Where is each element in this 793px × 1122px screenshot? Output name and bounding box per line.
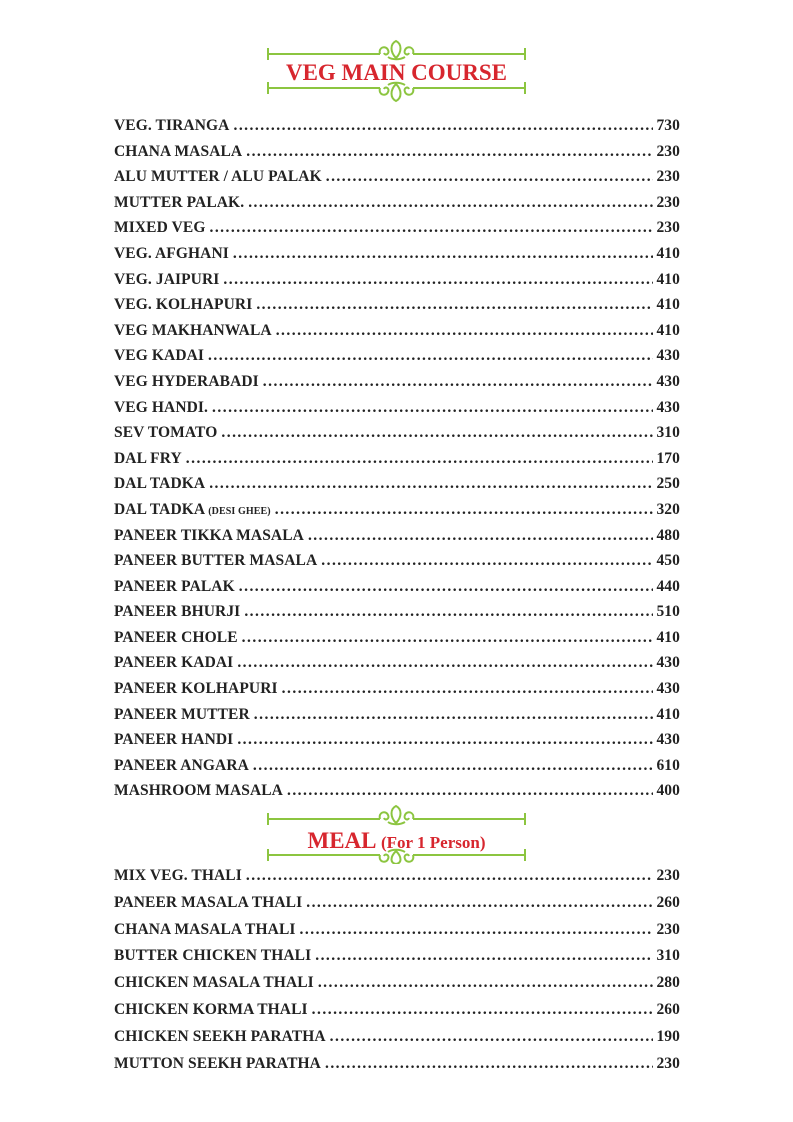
menu-item [114, 399, 680, 425]
item-name-text: PANEER PALAK [114, 577, 235, 595]
item-price: 610 [656, 756, 680, 774]
item-name-text: CHICKEN MASALA THALI [114, 974, 314, 992]
item-name [114, 271, 223, 289]
item-name [114, 974, 318, 992]
item-name [114, 757, 253, 775]
item-price: 410 [656, 705, 680, 723]
dot-leader [275, 501, 654, 519]
dot-leader [233, 117, 653, 135]
dot-leader [209, 219, 653, 237]
item-price: 430 [656, 372, 680, 390]
item-name-text: VEG HANDI. [114, 398, 209, 416]
menu-item [114, 143, 680, 169]
menu-item [114, 194, 680, 220]
item-price: 400 [656, 782, 680, 800]
item-price: 430 [656, 654, 680, 672]
item-price: 430 [656, 347, 680, 365]
item-name-text: BUTTER CHICKEN THALI [114, 947, 312, 965]
item-name-text: PANEER MASALA THALI [114, 893, 303, 911]
dot-leader [326, 168, 654, 186]
item-price: 320 [656, 500, 680, 518]
dot-leader [253, 757, 654, 775]
item-name-text: DAL TADKA [114, 500, 206, 518]
item-name [114, 168, 326, 186]
item-name [114, 603, 244, 621]
veg-main-course-list [114, 117, 680, 808]
item-price: 310 [656, 947, 680, 965]
dot-leader [212, 399, 653, 417]
menu-item [114, 347, 680, 373]
item-price: 480 [656, 526, 680, 544]
dot-leader [308, 527, 654, 545]
item-name-text: CHANA MASALA [114, 142, 243, 160]
dot-leader [233, 245, 654, 263]
item-name [114, 552, 321, 570]
meal-subtitle: (For 1 Person) [380, 833, 486, 852]
dot-leader [325, 1055, 653, 1073]
item-name [114, 373, 263, 391]
item-name [114, 527, 308, 545]
item-name [114, 475, 209, 493]
item-name-text: VEG MAKHANWALA [114, 321, 272, 339]
item-name [114, 921, 300, 939]
item-name [114, 706, 254, 724]
item-name [114, 399, 212, 417]
dot-leader [239, 578, 654, 596]
dot-leader [209, 475, 653, 493]
item-name-text: ALU MUTTER / ALU PALAK [114, 168, 322, 186]
menu-item [114, 475, 680, 501]
dot-leader [221, 424, 653, 442]
item-name-text: CHICKEN KORMA THALI [114, 1000, 308, 1018]
dot-leader [330, 1028, 654, 1046]
dot-leader [321, 552, 653, 570]
dot-leader [276, 322, 654, 340]
item-price: 310 [656, 424, 680, 442]
item-name-text: DAL FRY [114, 449, 182, 467]
dot-leader [306, 894, 653, 912]
item-price: 430 [656, 680, 680, 698]
item-price: 440 [656, 577, 680, 595]
item-price: 410 [656, 628, 680, 646]
item-name-text: MIXED VEG [114, 219, 206, 237]
meal-header [0, 804, 793, 864]
item-name [114, 867, 246, 885]
menu-item [114, 271, 680, 297]
item-name-text: PANEER HANDI [114, 731, 234, 749]
menu-item [114, 117, 680, 143]
menu-item [114, 894, 680, 921]
menu-item [114, 731, 680, 757]
item-price: 230 [656, 1054, 680, 1072]
dot-leader [318, 974, 654, 992]
item-name [114, 629, 242, 647]
item-name-text: PANEER TIKKA MASALA [114, 526, 304, 544]
menu-item [114, 654, 680, 680]
item-name-text: VEG. KOLHAPURI [114, 296, 253, 314]
item-name [114, 680, 282, 698]
item-name [114, 296, 256, 314]
dot-leader [223, 271, 653, 289]
page-title: VEG MAIN COURSE [285, 60, 508, 85]
item-price: 410 [656, 244, 680, 262]
dot-leader [315, 947, 653, 965]
menu-item [114, 552, 680, 578]
item-name-text: VEG. TIRANGA [114, 117, 230, 134]
item-price: 250 [656, 475, 680, 493]
item-price: 230 [656, 219, 680, 237]
item-name-text: PANEER ANGARA [114, 756, 249, 774]
item-name [114, 450, 186, 468]
item-name [114, 578, 239, 596]
menu-item [114, 322, 680, 348]
item-name-text: VEG KADAI [114, 347, 205, 365]
dot-leader [254, 706, 654, 724]
meal-list [114, 867, 680, 1077]
item-name [114, 322, 276, 340]
dot-leader [300, 921, 654, 939]
item-name-text: PANEER CHOLE [114, 628, 238, 646]
menu-item [114, 629, 680, 655]
item-price: 280 [656, 974, 680, 992]
menu-item [114, 424, 680, 450]
item-name-text: MIX VEG. THALI [114, 867, 242, 884]
dot-leader [263, 373, 654, 391]
item-note: (DESI GHEE) [208, 505, 271, 517]
item-name-text: MUTTON SEEKH PARATHA [114, 1054, 321, 1072]
item-name [114, 117, 233, 135]
dot-leader [256, 296, 653, 314]
menu-item [114, 578, 680, 604]
menu-item [114, 1001, 680, 1028]
item-price: 730 [656, 117, 680, 134]
item-name [114, 947, 315, 965]
item-price: 230 [656, 168, 680, 186]
item-name [114, 347, 208, 365]
dot-leader [237, 731, 653, 749]
menu-item [114, 947, 680, 974]
menu-item [114, 680, 680, 706]
dot-leader [246, 867, 654, 885]
item-name [114, 219, 209, 237]
menu-item [114, 296, 680, 322]
item-name [114, 143, 246, 161]
item-name [114, 194, 248, 212]
item-price: 230 [656, 142, 680, 160]
item-name [114, 731, 237, 749]
menu-item [114, 757, 680, 783]
item-name-text: VEG. JAIPURI [114, 270, 220, 288]
item-name [114, 1028, 330, 1046]
item-name-text: MUTTER PALAK. [114, 193, 245, 211]
menu-item [114, 450, 680, 476]
item-price: 410 [656, 270, 680, 288]
item-price: 450 [656, 552, 680, 570]
dot-leader [287, 782, 653, 800]
meal-title-text: MEAL [307, 828, 376, 853]
dot-leader [246, 143, 653, 161]
item-name [114, 654, 237, 672]
item-name [114, 424, 221, 442]
item-price: 260 [656, 1000, 680, 1018]
dot-leader [237, 654, 653, 672]
item-name-text: DAL TADKA [114, 475, 206, 493]
menu-item [114, 974, 680, 1001]
menu-item [114, 1028, 680, 1055]
item-price: 230 [656, 867, 680, 884]
item-price: 190 [656, 1027, 680, 1045]
item-price: 230 [656, 193, 680, 211]
item-name-text: PANEER MUTTER [114, 705, 250, 723]
menu-item [114, 867, 680, 894]
item-name-text: VEG. AFGHANI [114, 244, 229, 262]
item-name [114, 245, 233, 263]
dot-leader [186, 450, 654, 468]
menu-item [114, 706, 680, 732]
item-name [114, 501, 275, 519]
menu-item [114, 245, 680, 271]
item-name-text: SEV TOMATO [114, 424, 218, 442]
meal-title [0, 828, 793, 854]
item-name-text: PANEER BUTTER MASALA [114, 552, 318, 570]
menu-item [114, 527, 680, 553]
menu-item [114, 501, 680, 527]
item-name [114, 782, 287, 800]
item-name-text: PANEER KADAI [114, 654, 234, 672]
menu-item [114, 603, 680, 629]
menu-item [114, 219, 680, 245]
dot-leader [282, 680, 654, 698]
item-name [114, 1001, 312, 1019]
item-price: 170 [656, 449, 680, 467]
item-name-text: CHICKEN SEEKH PARATHA [114, 1027, 326, 1045]
item-price: 410 [656, 296, 680, 314]
dot-leader [248, 194, 653, 212]
item-price: 260 [656, 893, 680, 911]
item-name-text: VEG HYDERABADI [114, 372, 259, 390]
menu-item [114, 373, 680, 399]
item-name-text: MASHROOM MASALA [114, 782, 283, 800]
menu-item [114, 921, 680, 948]
menu-item [114, 168, 680, 194]
dot-leader [242, 629, 654, 647]
item-name-text: PANEER BHURJI [114, 603, 241, 621]
item-name [114, 894, 306, 912]
veg-main-course-header [0, 38, 793, 108]
item-price: 510 [656, 603, 680, 621]
item-price: 430 [656, 731, 680, 749]
item-price: 230 [656, 920, 680, 938]
item-name-text: CHANA MASALA THALI [114, 920, 296, 938]
item-price: 410 [656, 321, 680, 339]
item-price: 430 [656, 398, 680, 416]
item-name [114, 1055, 325, 1073]
menu-item [114, 1055, 680, 1082]
dot-leader [312, 1001, 654, 1019]
item-name-text: PANEER KOLHAPURI [114, 680, 278, 698]
dot-leader [244, 603, 653, 621]
dot-leader [208, 347, 653, 365]
